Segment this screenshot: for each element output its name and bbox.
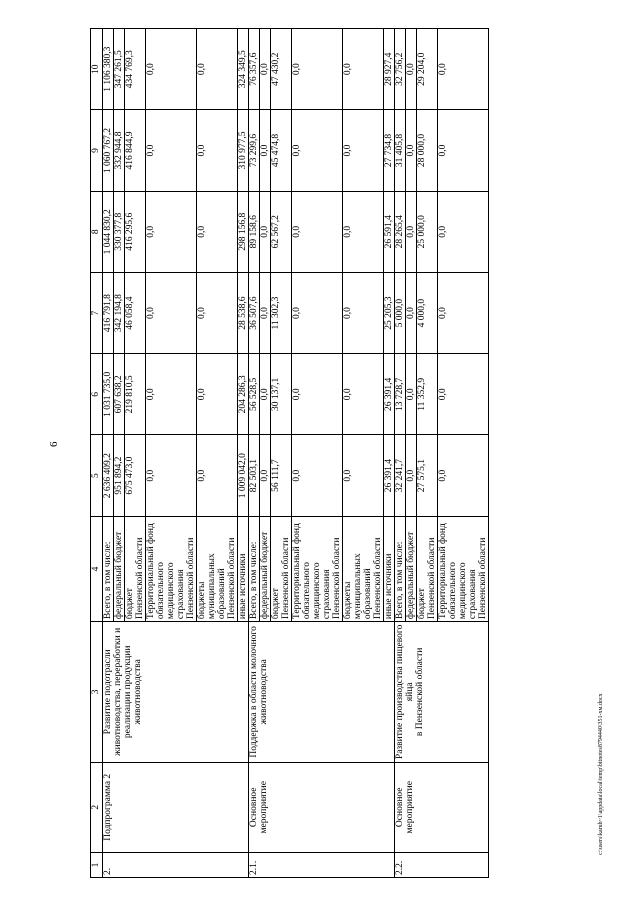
value-cell: 0,0 <box>197 354 238 435</box>
value-cell: 1 031 735,0 <box>103 354 114 435</box>
value-cell: 0,0 <box>343 29 384 110</box>
value-cell: 0,0 <box>292 29 343 110</box>
value-cell: 0,0 <box>406 191 417 272</box>
program-name: Основное мероприятие <box>395 762 489 852</box>
value-cell: 62 567,2 <box>271 191 292 272</box>
footer-file-path: c:\users\karuh~1\appdata\local\temp\bitnotes8794440\351-хм.docx <box>598 693 604 855</box>
value-cell: 342 194,8 <box>114 272 125 353</box>
value-cell: 0,0 <box>146 435 197 516</box>
funding-source: бюджет Пензенской области <box>271 516 292 621</box>
value-cell: 0,0 <box>260 272 271 353</box>
value-cell: 28 265,4 <box>395 191 406 272</box>
value-cell: 951 894,2 <box>114 435 125 516</box>
value-cell: 0,0 <box>438 354 489 435</box>
funding-source: бюджеты муниципальных образований Пензенской области <box>343 516 384 621</box>
value-cell: 0,0 <box>260 354 271 435</box>
value-cell: 0,0 <box>438 272 489 353</box>
table-row <box>103 29 114 878</box>
value-cell: 0,0 <box>343 191 384 272</box>
row-number: 2. <box>103 852 249 877</box>
funding-source: федеральный бюджет <box>406 516 417 621</box>
value-cell: 0,0 <box>260 110 271 191</box>
value-cell: 0,0 <box>197 110 238 191</box>
value-cell: 0,0 <box>292 191 343 272</box>
value-cell: 28 927,4 <box>384 29 395 110</box>
value-cell: 324 349,5 <box>238 29 249 110</box>
value-cell: 204 286,3 <box>238 354 249 435</box>
value-cell: 0,0 <box>146 110 197 191</box>
value-cell: 0,0 <box>197 435 238 516</box>
row-number: 2.1. <box>249 852 395 877</box>
value-cell: 0,0 <box>260 435 271 516</box>
funding-source: Территориальный фонд обязательного медицинского страхования Пензенской области <box>438 516 489 621</box>
value-cell: 25 000,0 <box>417 191 438 272</box>
value-cell: 0,0 <box>343 435 384 516</box>
value-cell: 76 357,6 <box>249 29 260 110</box>
funding-source: Всего, в том числе: <box>103 516 114 621</box>
value-cell: 31 405,8 <box>395 110 406 191</box>
value-cell: 11 352,9 <box>417 354 438 435</box>
header-cell-3: 3 <box>91 622 103 762</box>
value-cell: 0,0 <box>292 354 343 435</box>
value-cell: 36 507,6 <box>249 272 260 353</box>
value-cell: 0,0 <box>438 110 489 191</box>
value-cell: 1 009 042,0 <box>238 435 249 516</box>
value-cell: 0,0 <box>197 191 238 272</box>
value-cell: 675 473,0 <box>125 435 146 516</box>
header-cell-1: 1 <box>91 852 103 877</box>
value-cell: 0,0 <box>438 435 489 516</box>
value-cell: 0,0 <box>343 354 384 435</box>
value-cell: 27 734,8 <box>384 110 395 191</box>
table-row <box>249 29 260 878</box>
value-cell: 0,0 <box>146 272 197 353</box>
budget-table <box>90 28 489 878</box>
value-cell: 0,0 <box>406 272 417 353</box>
value-cell: 30 137,1 <box>271 354 292 435</box>
value-cell: 416 295,6 <box>125 191 146 272</box>
value-cell: 0,0 <box>292 272 343 353</box>
value-cell: 29 204,0 <box>417 29 438 110</box>
funding-source: иные источники <box>238 516 249 621</box>
header-cell-5: 5 <box>91 435 103 516</box>
value-cell: 25 205,3 <box>384 272 395 353</box>
funding-source: федеральный бюджет <box>260 516 271 621</box>
value-cell: 26 391,4 <box>384 435 395 516</box>
value-cell: 0,0 <box>260 29 271 110</box>
value-cell: 1 060 767,2 <box>103 110 114 191</box>
value-cell: 0,0 <box>406 354 417 435</box>
value-cell: 46 058,4 <box>125 272 146 353</box>
value-cell: 0,0 <box>146 354 197 435</box>
value-cell: 0,0 <box>197 272 238 353</box>
header-cell-8: 8 <box>91 191 103 272</box>
header-cell-2: 2 <box>91 762 103 852</box>
table-row <box>395 29 406 878</box>
value-cell: 73 299,6 <box>249 110 260 191</box>
page-number: 6 <box>48 441 60 447</box>
value-cell: 32 241,7 <box>395 435 406 516</box>
rotated-table-wrapper <box>90 28 620 878</box>
value-cell: 56 528,5 <box>249 354 260 435</box>
value-cell: 1 106 380,3 <box>103 29 114 110</box>
header-cell-9: 9 <box>91 110 103 191</box>
value-cell: 330 377,8 <box>114 191 125 272</box>
value-cell: 1 044 830,2 <box>103 191 114 272</box>
header-cell-10: 10 <box>91 29 103 110</box>
funding-source: Всего, в том числе: <box>249 516 260 621</box>
value-cell: 434 769,3 <box>125 29 146 110</box>
funding-source: Территориальный фонд обязательного медицинского страхования Пензенской области <box>146 516 197 621</box>
value-cell: 0,0 <box>343 110 384 191</box>
funding-source: федеральный бюджет <box>114 516 125 621</box>
value-cell: 0,0 <box>292 435 343 516</box>
value-cell: 298 156,8 <box>238 191 249 272</box>
value-cell: 0,0 <box>406 29 417 110</box>
value-cell: 607 638,2 <box>114 354 125 435</box>
value-cell: 347 261,5 <box>114 29 125 110</box>
value-cell: 28 000,0 <box>417 110 438 191</box>
funding-source: Территориальный фонд обязательного медицинского страхования Пензенской области <box>292 516 343 621</box>
program-name: Подпрограмма 2 <box>103 762 249 852</box>
header-cell-6: 6 <box>91 354 103 435</box>
value-cell: 2 636 409,2 <box>103 435 114 516</box>
header-cell-7: 7 <box>91 272 103 353</box>
value-cell: 11 302,3 <box>271 272 292 353</box>
value-cell: 416 791,8 <box>103 272 114 353</box>
funding-source: бюджет Пензенской области <box>417 516 438 621</box>
value-cell: 0,0 <box>146 29 197 110</box>
value-cell: 0,0 <box>406 110 417 191</box>
value-cell: 45 474,8 <box>271 110 292 191</box>
value-cell: 0,0 <box>406 435 417 516</box>
value-cell: 310 977,5 <box>238 110 249 191</box>
value-cell: 0,0 <box>343 272 384 353</box>
value-cell: 13 728,7 <box>395 354 406 435</box>
value-cell: 0,0 <box>146 191 197 272</box>
program-description: Развитие подотрасли животноводства, переработки и реализации продукции животноводства <box>103 622 249 762</box>
value-cell: 28 538,6 <box>238 272 249 353</box>
value-cell: 416 844,9 <box>125 110 146 191</box>
value-cell: 32 756,2 <box>395 29 406 110</box>
header-cell-4: 4 <box>91 516 103 621</box>
value-cell: 27 575,1 <box>417 435 438 516</box>
value-cell: 219 810,5 <box>125 354 146 435</box>
header-row <box>91 29 103 878</box>
value-cell: 4 000,0 <box>417 272 438 353</box>
row-number: 2.2. <box>395 852 489 877</box>
value-cell: 82 503,1 <box>249 435 260 516</box>
funding-source: иные источники <box>384 516 395 621</box>
funding-source: бюджеты муниципальных образований Пензенской области <box>197 516 238 621</box>
value-cell: 332 944,8 <box>114 110 125 191</box>
program-description: Развитие производства пищевого яйца в Пензенской области <box>395 622 489 762</box>
value-cell: 26 591,4 <box>384 191 395 272</box>
program-name: Основное мероприятие <box>249 762 395 852</box>
value-cell: 5 000,0 <box>395 272 406 353</box>
funding-source: Всего, в том числе: <box>395 516 406 621</box>
value-cell: 26 391,4 <box>384 354 395 435</box>
funding-source: бюджет Пензенской области <box>125 516 146 621</box>
value-cell: 0,0 <box>438 191 489 272</box>
value-cell: 47 430,2 <box>271 29 292 110</box>
table-body <box>91 29 489 878</box>
value-cell: 89 158,6 <box>249 191 260 272</box>
value-cell: 56 111,7 <box>271 435 292 516</box>
value-cell: 0,0 <box>438 29 489 110</box>
value-cell: 0,0 <box>197 29 238 110</box>
value-cell: 0,0 <box>292 110 343 191</box>
value-cell: 0,0 <box>260 191 271 272</box>
program-description: Поддержка в области молочного животноводства <box>249 622 395 762</box>
